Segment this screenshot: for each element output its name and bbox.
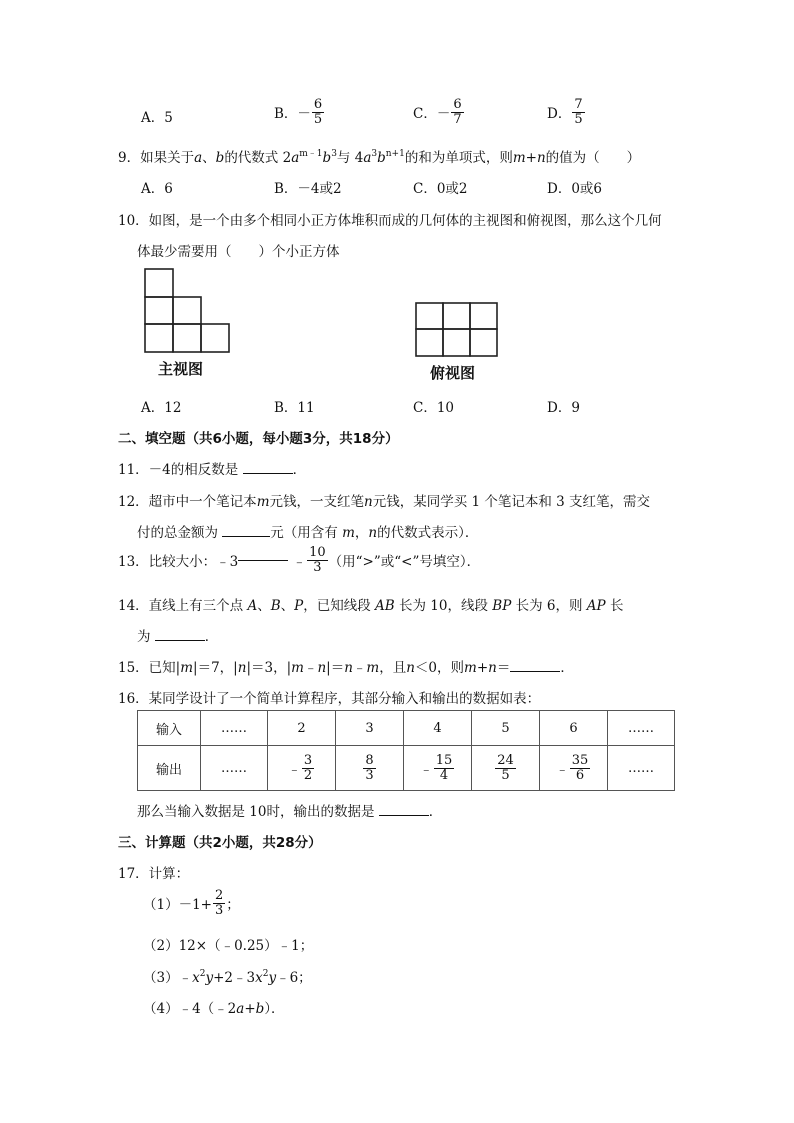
question-17-item-3: $(3)﹣x^2y+2﹣3x^2y﹣6$； bbox=[143, 969, 312, 986]
top-view-cell bbox=[416, 303, 443, 329]
question-17-item-1: （1）－1+ $\frac{2}{3}$ ； bbox=[143, 888, 240, 918]
question-12-line1: 12．超市中一个笔记本m元钱，一支红笔n元钱，某同学买 1 个笔记本和 3 支红笔，需交 bbox=[118, 494, 651, 510]
q10-option-c: C．10 bbox=[413, 400, 455, 416]
table-cell: …… bbox=[608, 746, 675, 791]
fraction: $\frac{6}{7}$ bbox=[453, 97, 462, 127]
q8-option-d: D． $\frac{7}{5}$ bbox=[547, 97, 583, 127]
input-output-table bbox=[137, 710, 675, 791]
fraction: $\frac{10}{3}$ bbox=[309, 545, 326, 575]
q8-option-a: A．5 bbox=[141, 110, 173, 126]
fraction: $\frac{2}{3}$ bbox=[215, 888, 224, 918]
answer-blank bbox=[510, 671, 560, 672]
front-view-figure bbox=[140, 266, 232, 358]
table-cell: $\frac{8}{3}$ bbox=[336, 746, 404, 791]
q9-option-a: A．6 bbox=[141, 181, 173, 197]
question-10-line2: 体最少需要用（ ）个小正方体 bbox=[137, 244, 340, 260]
table-cell: 5 bbox=[472, 711, 540, 746]
q9-option-b: B．－4或2 bbox=[274, 181, 342, 197]
table-cell: 3 bbox=[336, 711, 404, 746]
front-view-label: 主视图 bbox=[158, 360, 204, 378]
answer-blank bbox=[222, 536, 270, 537]
table-cell: 2 bbox=[268, 711, 336, 746]
q10-option-d: D．9 bbox=[547, 400, 580, 416]
table-cell: …… bbox=[201, 711, 268, 746]
question-11: 11．－4的相反数是 ． bbox=[118, 462, 307, 478]
answer-blank bbox=[243, 473, 293, 474]
table-cell: $\frac{24}{5}$ bbox=[472, 746, 540, 791]
top-view-cell bbox=[443, 329, 470, 356]
table-cell: ﹣ $\frac{35}{6}$ bbox=[540, 746, 608, 791]
front-view-cell bbox=[145, 297, 173, 324]
question-9-stem: 9．如果关于a、b的代数式 $2a^{m﹣1}b^3$与 $4a^3b^{n+1}$的和为单项式，则m+n的值为（ ） bbox=[118, 149, 641, 166]
table-cell: ﹣ $\frac{3}{2}$ bbox=[268, 746, 336, 791]
question-17-item-4: （4）﹣4（﹣2a+b）． bbox=[143, 1001, 285, 1017]
q8-option-c: C．－ $\frac{6}{7}$ bbox=[413, 97, 462, 127]
top-view-cell bbox=[470, 329, 497, 356]
question-12-line2: 付的总金额为 元（用含有 m，n的代数式表示）． bbox=[137, 525, 479, 541]
answer-blank bbox=[155, 640, 205, 641]
top-view-figure bbox=[412, 300, 502, 360]
question-16-followup: 那么当输入数据是 10时，输出的数据是 ． bbox=[137, 804, 443, 820]
section-2-title: 二、填空题（共6小题，每小题3分，共18分） bbox=[118, 431, 399, 447]
question-13: 13．比较大小：﹣3 ﹣ $\frac{10}{3}$ （用“>”或“<”号填空）． bbox=[118, 545, 481, 575]
q9-option-d: D．0或6 bbox=[547, 181, 603, 197]
question-17-label: 17．计算： bbox=[118, 866, 190, 882]
question-17-item-2: （2）12×（﹣0.25）﹣1； bbox=[143, 938, 314, 954]
fraction: $\frac{6}{5}$ bbox=[313, 97, 323, 127]
section-3-title: 三、计算题（共2小题，共28分） bbox=[118, 835, 322, 851]
q10-option-a: A．12 bbox=[141, 400, 182, 416]
q9-option-c: C．0或2 bbox=[413, 181, 468, 197]
front-view-cell bbox=[201, 324, 229, 352]
top-view-label: 俯视图 bbox=[430, 364, 476, 382]
q8-option-b: B．－ $\frac{6}{5}$ bbox=[274, 97, 323, 127]
front-view-cell bbox=[145, 269, 173, 297]
answer-blank bbox=[379, 815, 429, 816]
table-cell: 6 bbox=[540, 711, 608, 746]
table-cell: 4 bbox=[404, 711, 472, 746]
top-view-cell bbox=[470, 303, 497, 329]
table-cell: 输出 bbox=[138, 746, 201, 791]
question-16: 16．某同学设计了一个简单计算程序，其部分输入和输出的数据如表： bbox=[118, 691, 541, 707]
front-view-cell bbox=[145, 324, 173, 352]
table-row-input bbox=[138, 711, 675, 746]
front-view-cell bbox=[173, 297, 201, 324]
top-view-cell bbox=[416, 329, 443, 356]
table-cell: ﹣ $\frac{15}{4}$ bbox=[404, 746, 472, 791]
fraction: $\frac{7}{5}$ bbox=[574, 97, 583, 127]
question-14-line1: 14．直线上有三个点 A、B、P，已知线段 AB 长为 10，线段 BP 长为 6，则 AP 长 bbox=[118, 598, 624, 614]
table-cell: 输入 bbox=[138, 711, 201, 746]
answer-blank bbox=[238, 560, 288, 561]
table-cell: …… bbox=[608, 711, 675, 746]
front-view-cell bbox=[173, 324, 201, 352]
question-10-line1: 10．如图，是一个由多个相同小正方体堆积而成的几何体的主视图和俯视图，那么这个几何 bbox=[118, 213, 662, 229]
table-row-output bbox=[138, 746, 675, 791]
table-cell: …… bbox=[201, 746, 268, 791]
q10-option-b: B．11 bbox=[274, 400, 315, 416]
top-view-cell bbox=[443, 303, 470, 329]
question-15: 15．已知|m|＝7，|n|＝3，|m﹣n|＝n﹣m，且n＜0，则m+n＝ ． bbox=[118, 660, 574, 676]
question-14-line2: 为 ． bbox=[137, 629, 219, 645]
